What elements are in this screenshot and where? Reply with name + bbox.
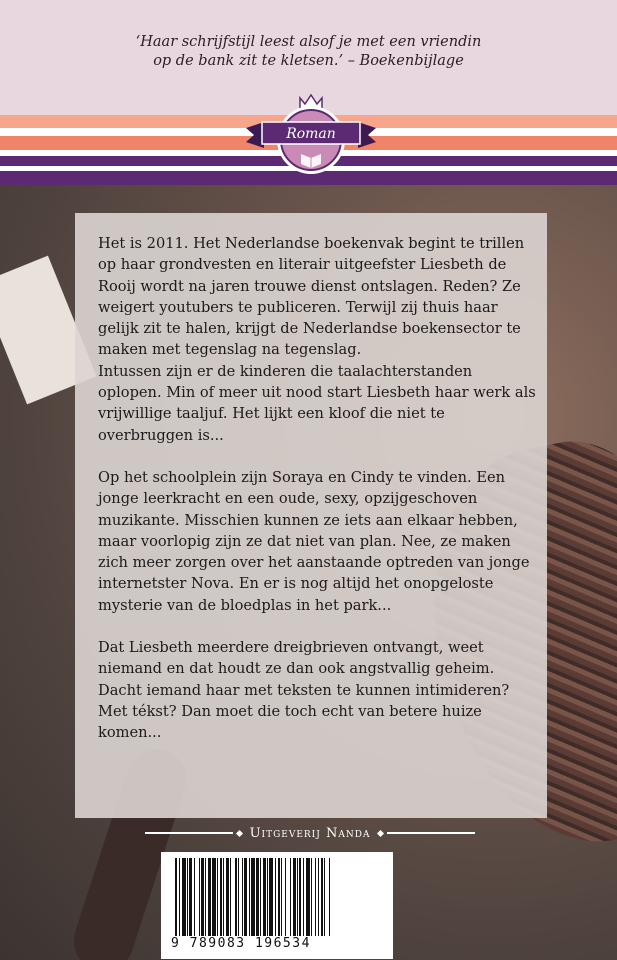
quote-line-2: op de bank zit te kletsen.’ – Boekenbijlage [153,53,464,69]
barcode [161,852,393,959]
barcode-bars [175,858,385,936]
publisher-banner [145,824,475,842]
isbn-number: 9 789083 196534 [171,936,311,951]
top-banner [0,0,617,100]
publisher-name: Uitgeverij Nanda [249,825,371,841]
blurb-paragraph-1: Het is 2011. Het Nederlandse boekenvak begint te trillen op haar grondvesten en literair uitgeefster Liesbeth de Rooij wordt na jaren trouwe dienst ontslagen. Reden? Ze weigert youtubers te publiceren. Terwijl zij thuis haar gelijk zit te halen, krijgt de Nederlandse boekensector te maken met tegenslag na tegenslag. Intussen zijn er de kinderen die taalachterstanden oplopen. Min of meer uit nood start Liesbeth haar werk als vrijwillige taaljuf. Het lijkt een kloof die niet te overbruggen is... [98,235,536,444]
roman-badge [238,92,384,184]
badge-label: Roman [286,126,336,142]
blurb-text [98,233,538,744]
blurb-paragraph-3: Dat Liesbeth meerdere dreigbrieven ontvangt, weet niemand en dat houdt ze dan ook angstvallig geheim. Dacht iemand haar met teksten te kunnen intimideren? Met tékst? Dan moet die toch echt van betere huize komen... [98,639,510,742]
quote-line-1: ‘Haar schrijfstijl leest alsof je met een vriendin [135,34,482,50]
blurb-paragraph-2: Op het schoolplein zijn Soraya en Cindy te vinden. Een jonge leerkracht en een oude, sexy, opzijgeschoven muzikante. Misschien kunnen ze iets aan elkaar hebben, maar voorlopig zijn ze dat niet van plan. Nee, ze maken zich meer zorgen over het aanstaande optreden van jonge internetster Nova. En er is nog altijd het onopgeloste mysterie van de bloedplas in het park... [98,468,530,614]
review-quote [0,33,617,71]
